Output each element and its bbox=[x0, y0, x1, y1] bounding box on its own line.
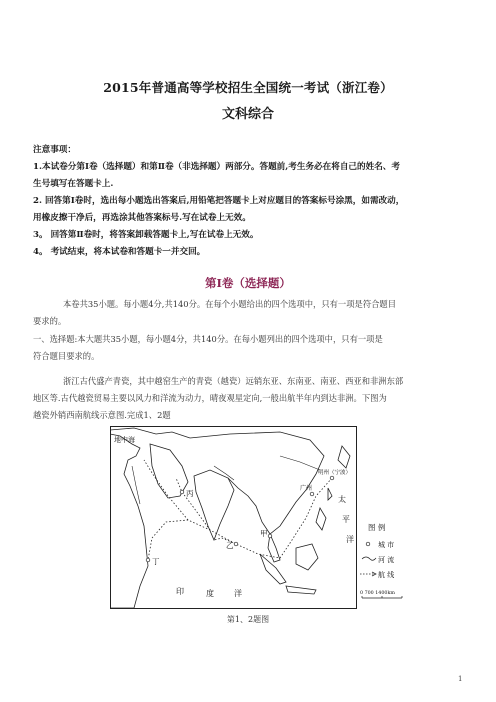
para2-line-a: 一、选择题:本大题共35小题，每小题4分，共140分。在每小题列出的四个选项中，只有一项是 bbox=[33, 334, 383, 344]
label-pacific-1: 太 bbox=[338, 495, 346, 504]
legend-route-label: 航 线 bbox=[378, 571, 395, 579]
label-guangzhou: 广州 bbox=[300, 485, 313, 492]
city-mingzhou bbox=[330, 476, 334, 480]
section-title: 第Ⅰ卷（选择题） bbox=[205, 276, 291, 290]
para1-line-a: 本卷共35小题。每小题4分,共140分。在每个小题给出的四个选项中，只有一项是符合题目 bbox=[63, 299, 397, 309]
label-indian-3: 洋 bbox=[234, 589, 242, 598]
notice-heading: 注意事项： bbox=[33, 145, 76, 155]
label-bing: 丙 bbox=[186, 489, 194, 498]
legend bbox=[360, 522, 402, 598]
exam-title: 2015年普通高等学校招生全国统一考试（浙江卷） bbox=[103, 80, 393, 95]
label-yi: 乙 bbox=[226, 541, 234, 550]
para3-line-b: 地区等.古代越瓷贸易主要以风力和洋流为动力，晴夜观星定向,一般出航半年内到达非洲。下图为 bbox=[33, 393, 387, 403]
legend-title: 图 例 bbox=[368, 523, 386, 532]
label-mingzhou: 明州（宁波） bbox=[318, 470, 352, 476]
city-yi bbox=[234, 542, 238, 546]
label-indian-2: 度 bbox=[206, 589, 214, 598]
notice-line-4: 4。 考试结束，将本试卷和答题卡一并交回。 bbox=[33, 247, 206, 257]
label-pacific-3: 洋 bbox=[346, 535, 354, 544]
exam-subtitle: 文科综合 bbox=[221, 107, 274, 122]
label-indian-1: 印 bbox=[176, 587, 184, 596]
notice-line-3: 3。 回答第Ⅱ卷时，将答案卸载答题卡上,写在试卷上无效。 bbox=[33, 230, 259, 240]
para3-line-a: 浙江古代盛产青瓷，其中越窑生产的青瓷（越瓷）远销东亚、东南亚、南亚、西亚和非洲东部 bbox=[63, 376, 404, 386]
notice-line-1b: 生号填写在答题卡上. bbox=[33, 179, 114, 189]
city-ding bbox=[146, 558, 150, 562]
legend-scale-label: 0 700 1400km bbox=[360, 591, 395, 596]
label-sea: 地中海 bbox=[114, 436, 135, 444]
legend-scale-bar bbox=[362, 596, 402, 598]
para1-line-b: 要求的。 bbox=[33, 316, 67, 326]
label-jia: 甲 bbox=[260, 529, 268, 538]
figure-caption: 第1、2题图 bbox=[226, 615, 270, 624]
legend-city-symbol bbox=[366, 542, 370, 546]
para3-line-c: 越瓷外销西南航线示意图.完成1、2题 bbox=[33, 410, 171, 420]
label-pacific-2: 平 bbox=[342, 515, 350, 524]
city-jia bbox=[268, 534, 272, 538]
legend-city-label: 城 市 bbox=[378, 541, 395, 549]
route-map bbox=[110, 426, 412, 609]
notice-line-2b: 用橡皮擦干净后，再选涂其他答案标号.写在试卷上无效。 bbox=[33, 213, 251, 223]
legend-river-symbol bbox=[362, 557, 376, 560]
para2-line-b: 符合题目要求的。 bbox=[33, 351, 100, 361]
city-bing bbox=[180, 490, 184, 494]
page-number: 1 bbox=[458, 675, 463, 683]
notice-line-2a: 2. 回答第Ⅰ卷时，选出每小题选出答案后,用铅笔把答题卡上对应题目的答案标号涂黑，如需改动， bbox=[33, 196, 405, 206]
label-ding: 丁 bbox=[152, 557, 160, 566]
legend-river-label: 河 流 bbox=[378, 556, 395, 564]
city-guangzhou bbox=[310, 492, 314, 496]
notice-line-1a: 1.本试卷分第Ⅰ卷（选择题）和第Ⅱ卷（非选择题）两部分。答题前,考生务必在将自己的姓名、考 bbox=[33, 162, 400, 172]
